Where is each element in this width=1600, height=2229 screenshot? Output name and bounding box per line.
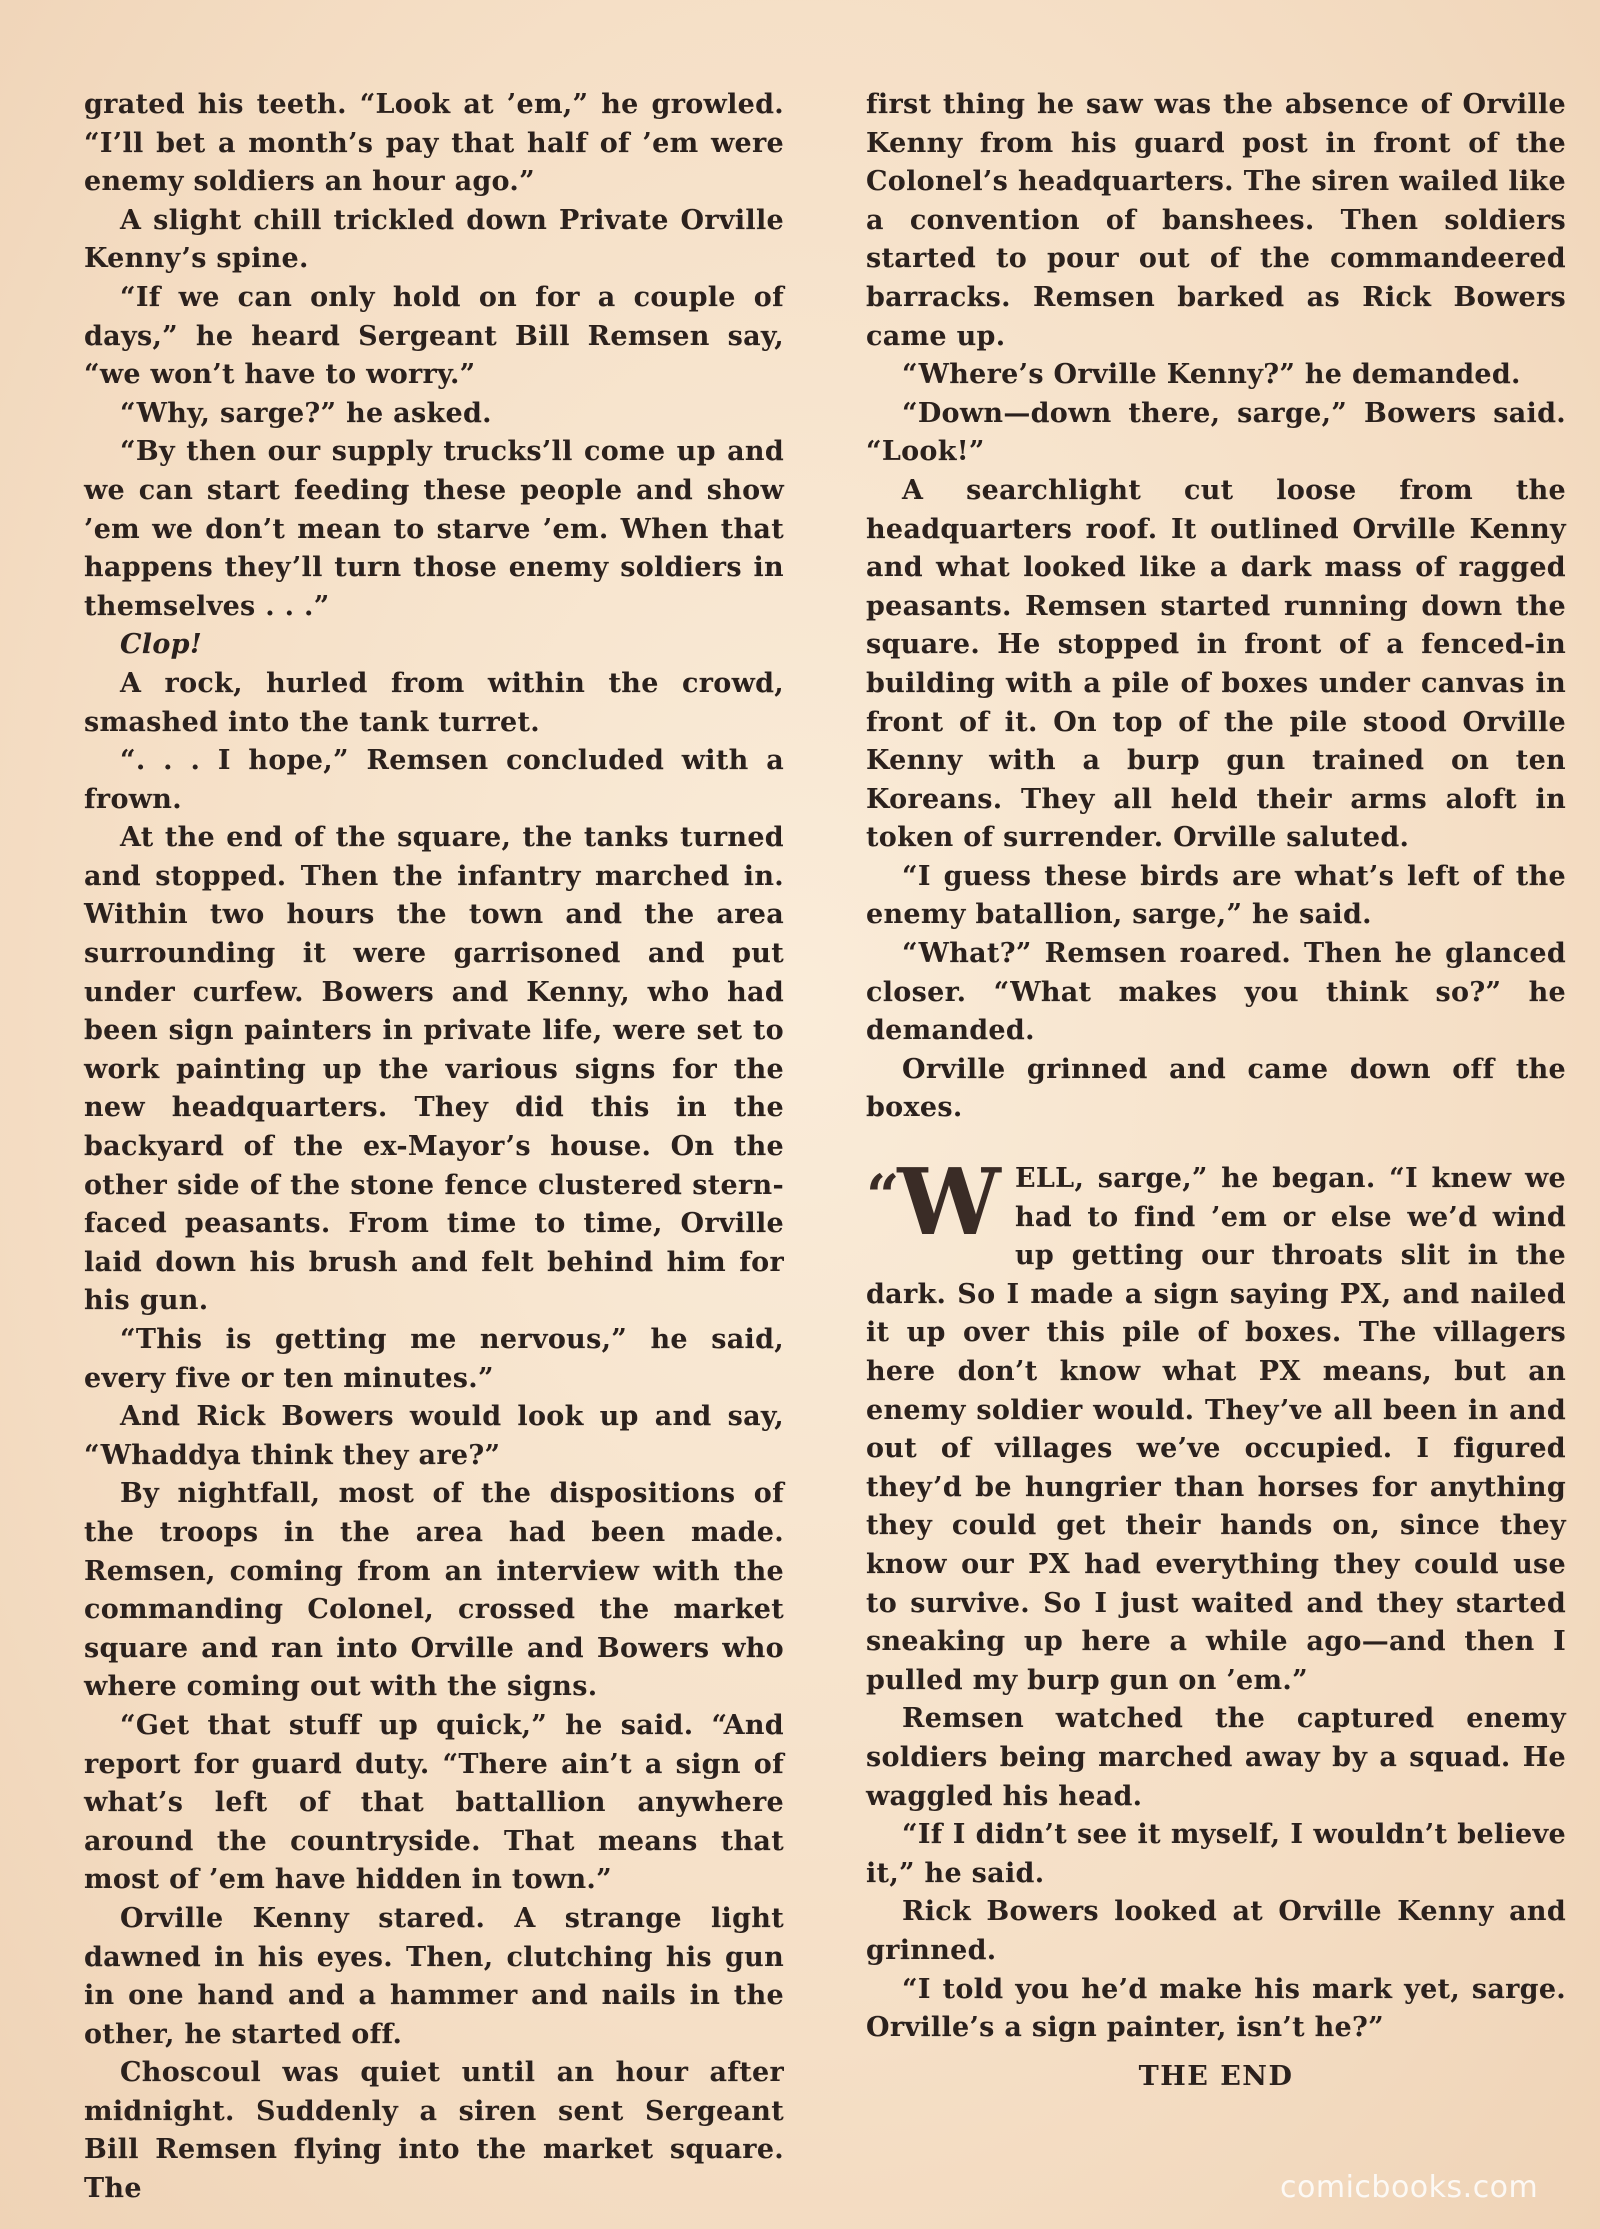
site-watermark[interactable]: comicbooks.com (1280, 2170, 1539, 2205)
paragraph: “This is getting me nervous,” he said, every five or ten minutes.” (84, 1324, 784, 1394)
dropcap-paragraph: ELL, sarge,” he began. “I knew we had to find ’em or else we’d wind up getting our throats slit in the dark. So I made a sign saying PX, and nailed it up over this pile of boxes. The villagers here don’t know what PX means, but an enemy soldier would. They’ve all been in and out of villages we’ve occupied. I figured they’d be hungrier than horses for anything they could get their hands on, since they know our PX had everything they could use to survive. So I just waited and they started sneaking up here a while ago—and then I pulled my burp gun on ’em.” (866, 1163, 1566, 1696)
paragraph: Orville grinned and came down off the boxes. (866, 1053, 1566, 1124)
paragraph: Choscoul was quiet until an hour after midnight. Suddenly a siren sent Sergeant Bill Remsen flying into the market square. The (84, 2057, 784, 2205)
paragraph: Clop! (120, 629, 202, 661)
paragraph: A searchlight cut loose from the headquarters roof. It outlined Orville Kenny and what looked like a dark mass of ragged peasants. Remsen started running down the square. He stopped in front of a fenced-in building with a pile of boxes under canvas in front of it. On top of the pile stood Orville Kenny with a burp gun trained on ten Koreans. They all held their arms aloft in token of surrender. Orville saluted. (866, 474, 1566, 854)
paragraph: “Why, sarge?” he asked. (120, 397, 492, 429)
right-column (866, 86, 1566, 2096)
dropcap-letter: W (897, 1148, 1001, 1257)
paragraph: “What?” Remsen roared. Then he glanced closer. “What makes you think so?” he demanded. (866, 938, 1566, 1047)
paragraph: “Where’s Orville Kenny?” he demanded. (902, 359, 1521, 391)
paragraph: Remsen watched the captured enemy soldiers being marched away by a squad. He waggled his head. (866, 1703, 1566, 1812)
left-column (84, 86, 784, 2209)
paragraph: A rock, hurled from within the crowd, smashed into the tank turret. (84, 667, 784, 738)
right-column-bottom (866, 1700, 1566, 2047)
dropcap-quote-mark: “ (866, 1162, 896, 1231)
paragraph: Rick Bowers looked at Orville Kenny and grinned. (866, 1896, 1566, 1966)
section-break (866, 1148, 1566, 1700)
paragraph: “If we can only hold on for a couple of days,” he heard Sergeant Bill Remsen say, “we won’t have to worry.” (84, 281, 784, 391)
paragraph: Orville Kenny stared. A strange light dawned in his eyes. Then, clutching his gun in one hand and a hammer and nails in the other, he started off. (84, 1902, 784, 2050)
right-column-top (866, 86, 1566, 1128)
paragraph: grated his teeth. “Look at ’em,” he growled. “I’ll bet a month’s pay that half of ’em were enemy soldiers an hour ago.” (84, 89, 784, 198)
paragraph: By nightfall, most of the dispositions of the troops in the area had been made. Remsen, coming from an interview with the commanding Colonel, crossed the market square and ran into Orville and Bowers who where coming out with the signs. (84, 1478, 784, 1703)
paragraph: first thing he saw was the absence of Orville Kenny from his guard post in front of the Colonel’s headquarters. The siren wailed like a convention of banshees. Then soldiers started to pour out of the commandeered barracks. Remsen barked as Rick Bowers came up. (866, 89, 1566, 352)
paragraph: “By then our supply trucks’ll come up and we can start feeding these people and show ’em we don’t mean to starve ’em. When that happens they’ll turn those enemy soldiers in themselves . . .” (84, 436, 784, 622)
paragraph: “Get that stuff up quick,” he said. “And report for guard duty. “There ain’t a sign of what’s left of that battallion anywhere around the countryside. That means that most of ’em have hidden in town.” (84, 1709, 784, 1896)
paragraph: “Down—down there, sarge,” Bowers said. “Look!” (866, 397, 1566, 468)
paragraph: And Rick Bowers would look up and say, “Whaddya think they are?” (84, 1401, 784, 1471)
paragraph: “. . . I hope,” Remsen concluded with a frown. (84, 745, 784, 815)
paragraph: At the end of the square, the tanks turned and stopped. Then the infantry marched in. Within two hours the town and the area surrounding it were garrisoned and put under curfew. Bowers and Kenny, who had been sign painters in private life, were set to work painting up the various signs for the new headquarters. They did this in the backyard of the ex-Mayor’s house. On the other side of the stone fence clustered stern-faced peasants. From time to time, Orville laid down his brush and felt behind him for his gun. (84, 822, 784, 1317)
the-end-label: THE END (1138, 2060, 1294, 2092)
paragraph: “If I didn’t see it myself, I wouldn’t believe it,” he said. (866, 1819, 1566, 1889)
paragraph: A slight chill trickled down Private Orville Kenny’s spine. (84, 204, 784, 275)
paragraph: “I told you he’d make his mark yet, sarge. Orville’s a sign painter, isn’t he?” (866, 1973, 1566, 2044)
paragraph: “I guess these birds are what’s left of the enemy batallion, sarge,” he said. (866, 860, 1566, 931)
